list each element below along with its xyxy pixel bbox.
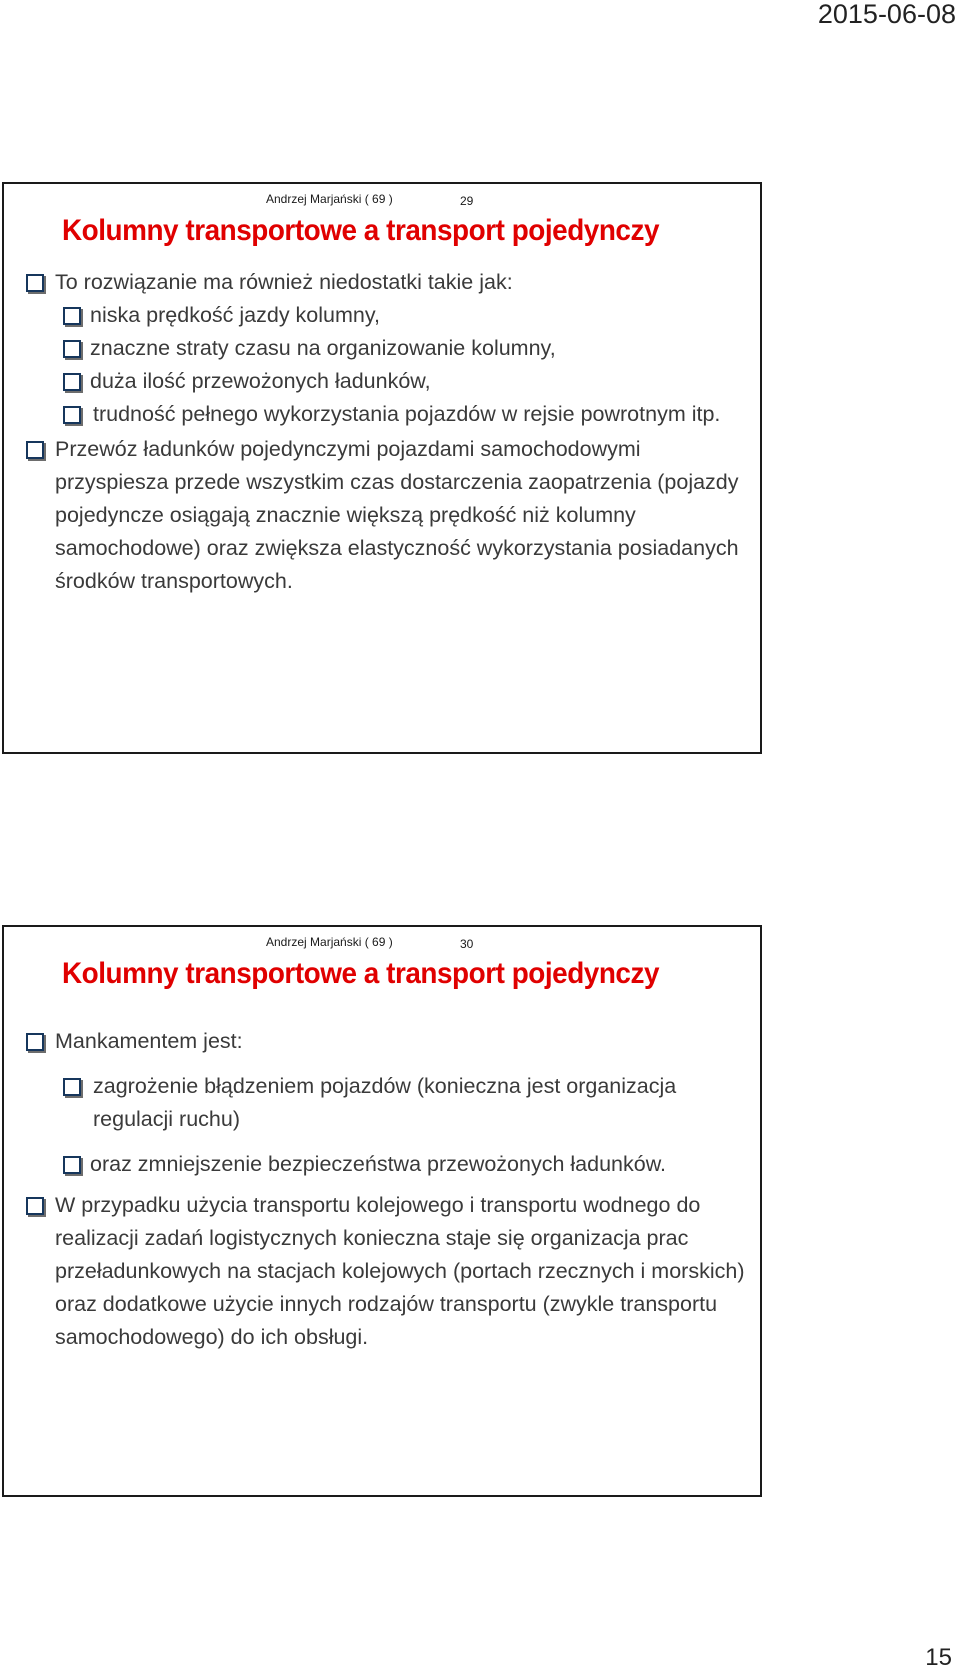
sub-bullet-text: niska prędkość jazdy kolumny,: [90, 303, 380, 327]
checkbox-bullet-icon: [63, 373, 81, 391]
slide-title: Kolumny transportowe a transport pojedynczy: [62, 957, 660, 990]
checkbox-bullet-icon: [63, 340, 81, 358]
bullet-list: [26, 1025, 746, 1354]
sub-bullet-item: [63, 365, 746, 398]
bullet-item: [26, 433, 746, 598]
checkbox-bullet-icon: [63, 1156, 81, 1174]
sub-bullet-text: trudność pełnego wykorzystania pojazdów w rejsie powrotnym itp.: [93, 402, 721, 426]
checkbox-bullet-icon: [63, 406, 81, 424]
bullet-text: W przypadku użycia transportu kolejowego i transportu wodnego do realizacji zadań logistycznych konieczna staje się organizacja prac przeładunkowych na stacjach kolejowych (portach rzecznych i morskich) oraz dodatkowe użycie innych rodzajów transportu (zwykle transportu samochodowego) do ich obsługi.: [55, 1193, 745, 1349]
slide-29: [2, 182, 762, 754]
checkbox-bullet-icon: [63, 1078, 81, 1096]
slide-number: 30: [460, 937, 474, 951]
bullet-text: To rozwiązanie ma również niedostatki takie jak:: [55, 270, 513, 294]
checkbox-bullet-icon: [26, 274, 44, 292]
page-date: 2015-06-08: [817, 0, 956, 29]
sub-bullet-text: znaczne straty czasu na organizowanie kolumny,: [90, 336, 556, 360]
slide-number: 29: [460, 194, 474, 208]
sub-bullet-item: [63, 299, 746, 332]
bullet-list: [26, 266, 746, 598]
slide-30: [2, 925, 762, 1497]
sub-bullet-text: duża ilość przewożonych ładunków,: [90, 369, 431, 393]
checkbox-bullet-icon: [26, 1033, 44, 1051]
slide-author: Andrzej Marjański ( 69 ): [266, 935, 393, 949]
bullet-item: [26, 266, 746, 299]
bullet-text: Przewóz ładunków pojedynczymi pojazdami samochodowymi przyspiesza przede wszystkim czas dostarczenia zaopatrzenia (pojazdy pojedyncze osiągają znacznie większą prędkość niż kolumny samochodowe) oraz zwiększa elastyczność wykorzystania posiadanych środków transportowych.: [55, 437, 739, 593]
sub-bullet-item: [63, 332, 746, 365]
bullet-text: Mankamentem jest:: [55, 1029, 243, 1053]
page-number: 15: [925, 1644, 952, 1671]
sub-bullet-text: oraz zmniejszenie bezpieczeństwa przewożonych ładunków.: [90, 1152, 667, 1176]
sub-bullet-item: [63, 1148, 746, 1181]
bullet-item: [26, 1189, 746, 1354]
bullet-item: [26, 1025, 746, 1058]
slide-title: Kolumny transportowe a transport pojedynczy: [62, 214, 660, 247]
checkbox-bullet-icon: [26, 441, 44, 459]
sub-bullet-text: zagrożenie błądzeniem pojazdów (konieczna jest organizacja regulacji ruchu): [93, 1074, 677, 1131]
checkbox-bullet-icon: [63, 307, 81, 325]
checkbox-bullet-icon: [26, 1197, 44, 1215]
slide-author: Andrzej Marjański ( 69 ): [266, 192, 393, 206]
sub-bullet-item: [63, 398, 746, 431]
sub-bullet-item: [63, 1070, 746, 1136]
